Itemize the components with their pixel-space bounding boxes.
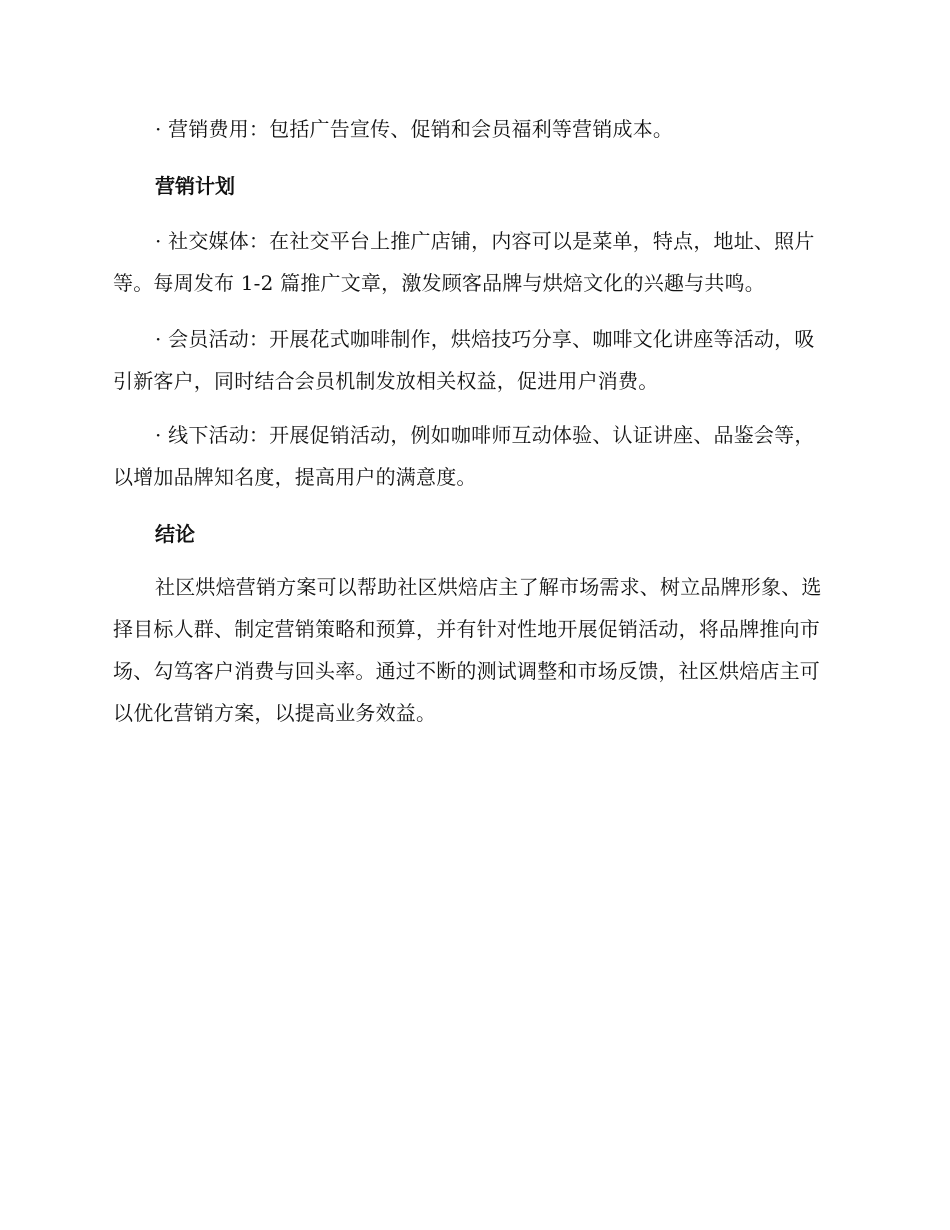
document-page xyxy=(113,108,833,734)
marketing-plan-heading: 营销计划 xyxy=(155,174,235,198)
offline-activity-item: · 线下活动：开展促销活动，例如咖啡师互动体验、认证讲座、品鉴会等，以增加品牌知名度，提高用户的满意度。 xyxy=(113,423,815,489)
conclusion-paragraph: 社区烘焙营销方案可以帮助社区烘焙店主了解市场需求、树立品牌形象、选择目标人群、制定营销策略和预算，并有针对性地开展促销活动，将品牌推向市场、勾笃客户消费与回头率。通过不断的测试调整和市场反馈，社区烘焙店主可以优化营销方案，以提高业务效益。 xyxy=(113,575,822,725)
conclusion-heading: 结论 xyxy=(155,522,195,546)
marketing-fee-item: · 营销费用：包括广告宣传、促销和会员福利等营销成本。 xyxy=(155,117,674,141)
social-media-item: · 社交媒体：在社交平台上推广店铺，内容可以是菜单，特点，地址、照片等。每周发布 1-2 篇推广文章，激发顾客品牌与烘焙文化的兴趣与共鸣。 xyxy=(113,229,815,295)
member-activity-item: · 会员活动：开展花式咖啡制作，烘焙技巧分享、咖啡文化讲座等活动，吸引新客户，同时结合会员机制发放相关权益，促进用户消费。 xyxy=(113,327,815,393)
